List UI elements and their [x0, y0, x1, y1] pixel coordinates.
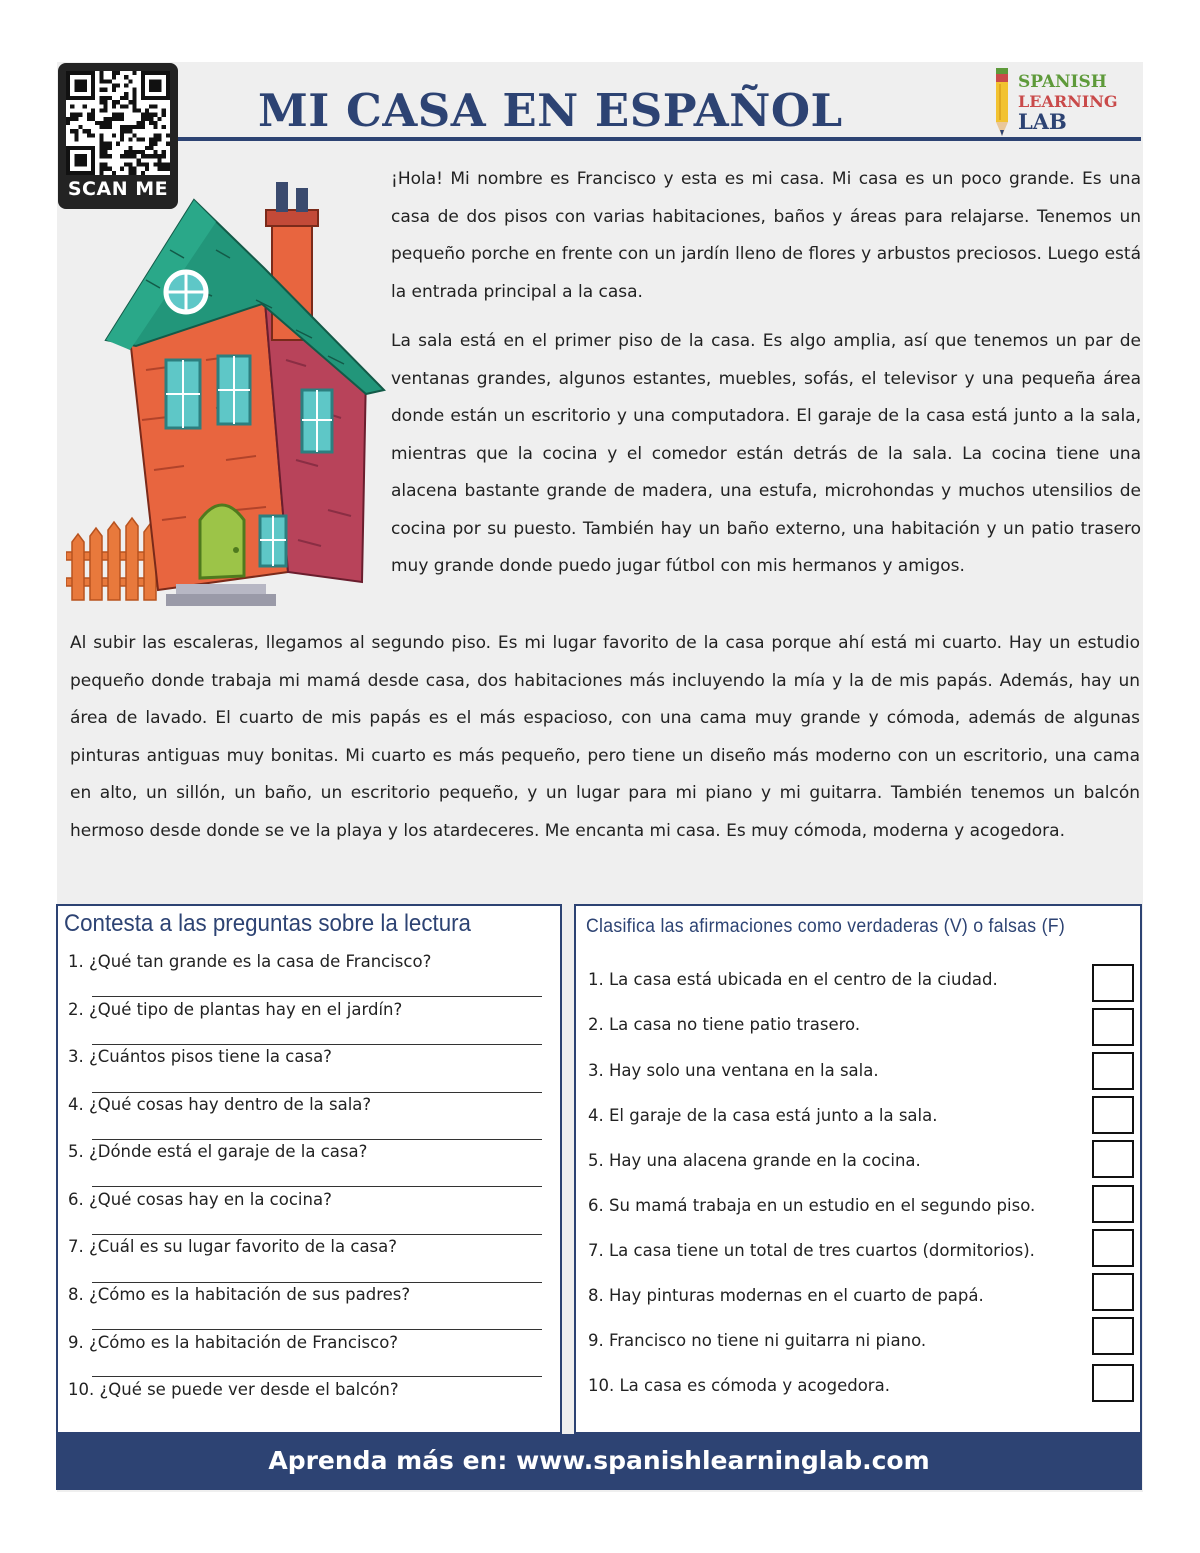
footer-banner [56, 1434, 1142, 1490]
pencil-icon [990, 68, 1014, 138]
statement-item: 4. El garaje de la casa está junto a la sala. [588, 1106, 938, 1125]
statement-item: 7. La casa tiene un total de tres cuartos (dormitorios). [588, 1241, 1035, 1260]
statement-item: 9. Francisco no tiene ni guitarra ni piano. [588, 1331, 927, 1350]
answer-line[interactable] [92, 1282, 542, 1283]
question-item: 10. ¿Qué se puede ver desde el balcón? [68, 1380, 399, 1399]
answer-line[interactable] [92, 1139, 542, 1140]
question-item: 9. ¿Cómo es la habitación de Francisco? [68, 1333, 399, 1352]
question-item: 1. ¿Qué tan grande es la casa de Francisco? [68, 952, 432, 971]
questions-box [56, 904, 562, 1434]
answer-checkbox[interactable] [1092, 1140, 1134, 1178]
true-false-box [574, 904, 1142, 1434]
question-item: 5. ¿Dónde está el garaje de la casa? [68, 1142, 368, 1161]
question-item: 7. ¿Cuál es su lugar favorito de la casa? [68, 1237, 398, 1256]
answer-line[interactable] [92, 1376, 542, 1377]
answer-line[interactable] [92, 996, 542, 997]
question-item: 8. ¿Cómo es la habitación de sus padres? [68, 1285, 411, 1304]
statement-item: 5. Hay una alacena grande en la cocina. [588, 1151, 921, 1170]
statement-item: 3. Hay solo una ventana en la sala. [588, 1061, 879, 1080]
questions-heading: Contesta a las preguntas sobre la lectura [64, 910, 471, 937]
question-item: 3. ¿Cuántos pisos tiene la casa? [68, 1047, 332, 1066]
reading-paragraph-2: La sala está en el primer piso de la casa. Es algo amplia, así que tenemos un par de ventanas grandes, algunos estantes, muebles, sofás, el televisor y una pequeña área donde están un escritorio y una computadora. El garaje de la casa está junto a la sala, mientras que la cocina y el comedor están detrás de la sala. La cocina tiene una alacena bastante grande de madera, una estufa, microhondas y muchos utensilios de cocina por su puesto. También hay un baño externo, una habitación y un patio trasero muy grande donde puedo jugar fútbol con mis hermanos y amigos. [391, 331, 1141, 576]
answer-checkbox[interactable] [1092, 1229, 1134, 1267]
logo-line-lab: LAB [1018, 109, 1067, 134]
question-item: 4. ¿Qué cosas hay dentro de la sala? [68, 1095, 372, 1114]
question-item: 6. ¿Qué cosas hay en la cocina? [68, 1190, 332, 1209]
true-false-heading: Clasifica las afirmaciones como verdaderas (V) o falsas (F) [586, 916, 1065, 937]
answer-checkbox[interactable] [1092, 1185, 1134, 1223]
reading-paragraph-3: Al subir las escaleras, llegamos al segundo piso. Es mi lugar favorito de la casa porque ahí está mi cuarto. Hay un estudio pequeño donde trabaja mi mamá desde casa, dos habitaciones más incluyendo la mía y la de mis papás. Además, hay un área de lavado. El cuarto de mis papás es el más espacioso, con una cama muy grande y cómoda, además de algunas pinturas antiguas muy bonitas. Mi cuarto es más pequeño, pero tiene un diseño más moderno con un escritorio, una cama en alto, un sillón, un baño, un escritorio pequeño, y un lugar para mi piano y mi guitarra. También tenemos un balcón hermoso desde donde se ve la playa y los atardeceres. Me encanta mi casa. Es muy cómoda, moderna y acogedora. [70, 633, 1140, 841]
statement-item: 2. La casa no tiene patio trasero. [588, 1015, 861, 1034]
logo-line-spanish: SPANISH [1018, 72, 1107, 92]
answer-line[interactable] [92, 1044, 542, 1045]
answer-line[interactable] [92, 1329, 542, 1330]
logo-line-learning: LEARNING [1018, 92, 1118, 111]
statement-item: 6. Su mamá trabaja en un estudio en el segundo piso. [588, 1196, 1036, 1215]
statement-item: 8. Hay pinturas modernas en el cuarto de papá. [588, 1286, 984, 1305]
statement-item: 10. La casa es cómoda y acogedora. [588, 1376, 890, 1395]
page-title: MI CASA EN ESPAÑOL [258, 84, 843, 137]
answer-checkbox[interactable] [1092, 1052, 1134, 1090]
answer-checkbox[interactable] [1092, 1273, 1134, 1311]
question-item: 2. ¿Qué tipo de plantas hay en el jardín? [68, 1000, 403, 1019]
scan-me-label: SCAN ME [67, 178, 169, 200]
answer-line[interactable] [92, 1092, 542, 1093]
reading-paragraph-1: ¡Hola! Mi nombre es Francisco y esta es mi casa. Mi casa es un poco grande. Es una casa de dos pisos con varias habitaciones, baños y áreas para relajarse. Tenemos un pequeño porche en frente con un jardín lleno de flores y arbustos preciosos. Luego está la entrada principal a la casa. [391, 169, 1141, 302]
answer-checkbox[interactable] [1092, 1317, 1134, 1355]
qr-code-icon [66, 71, 170, 175]
answer-checkbox[interactable] [1092, 1096, 1134, 1134]
statement-item: 1. La casa está ubicada en el centro de la ciudad. [588, 970, 998, 989]
footer-website-link[interactable]: Aprenda más en: www.spanishlearninglab.com [268, 1446, 930, 1475]
answer-line[interactable] [92, 1234, 542, 1235]
spanish-learning-lab-logo[interactable] [986, 66, 1146, 138]
house-illustration [66, 180, 388, 610]
answer-checkbox[interactable] [1092, 964, 1134, 1002]
answer-checkbox[interactable] [1092, 1008, 1134, 1046]
answer-checkbox[interactable] [1092, 1364, 1134, 1402]
answer-line[interactable] [92, 1186, 542, 1187]
